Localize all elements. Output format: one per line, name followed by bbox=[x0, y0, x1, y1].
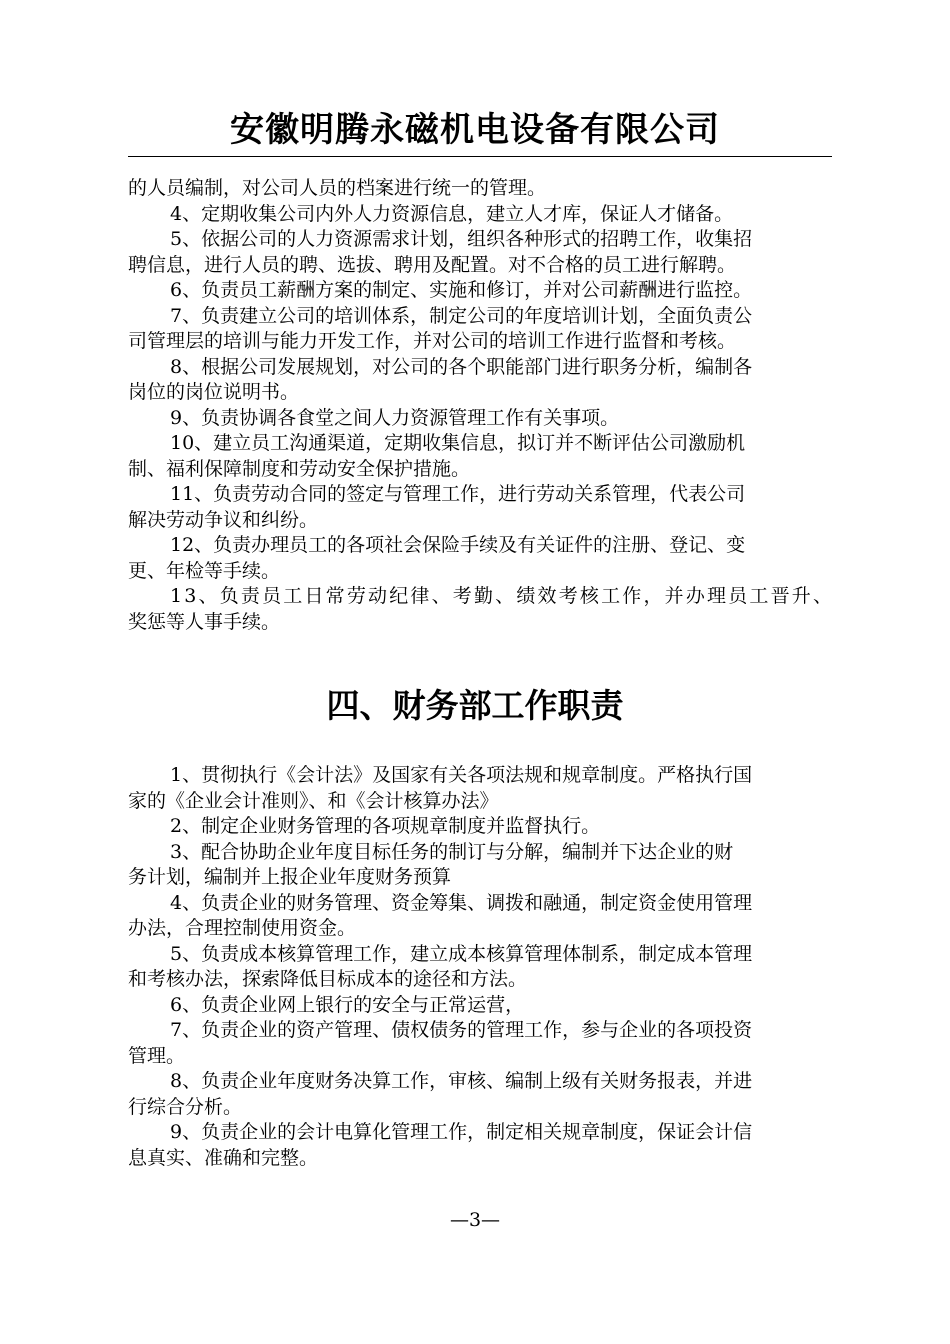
paragraph-line: 9、负责协调各食堂之间人力资源管理工作有关事项。 bbox=[170, 406, 620, 429]
paragraph-line: 更、年检等手续。 bbox=[128, 559, 281, 582]
paragraph-line: 务计划，编制并上报企业年度财务预算 bbox=[128, 866, 452, 888]
paragraph-line: 家的《企业会计准则》、和《会计核算办法》 bbox=[128, 789, 499, 812]
paragraph-line: 13、负责员工日常劳动纪律、考勤、绩效考核工作，并办理员工晋升、 bbox=[170, 585, 835, 607]
finance-duties bbox=[128, 763, 832, 1171]
page-number: —3— bbox=[449, 1209, 501, 1231]
paragraph-line: 7、负责企业的资产管理、债权债务的管理工作，参与企业的各项投资 bbox=[170, 1019, 753, 1041]
paragraph-line: 10、建立员工沟通渠道，定期收集信息，拟订并不断评估公司激励机 bbox=[170, 432, 746, 454]
finance-section-title: 四、财务部工作职责 bbox=[326, 686, 624, 725]
header-divider bbox=[128, 156, 832, 157]
paragraph-line: 奖惩等人事手续。 bbox=[128, 610, 281, 633]
paragraph-line: 4、定期收集公司内外人力资源信息，建立人才库，保证人才储备。 bbox=[170, 202, 734, 225]
paragraph-line: 管理。 bbox=[128, 1044, 186, 1067]
paragraph-line: 5、依据公司的人力资源需求计划，组织各种形式的招聘工作，收集招 bbox=[170, 228, 753, 250]
paragraph-line: 岗位的岗位说明书。 bbox=[128, 381, 300, 403]
paragraph-line: 11、负责劳动合同的签定与管理工作，进行劳动关系管理，代表公司 bbox=[170, 483, 746, 505]
paragraph-line: 8、根据公司发展规划，对公司的各个职能部门进行职务分析，编制各 bbox=[170, 355, 753, 378]
paragraph-line: 和考核办法，探索降低目标成本的途径和方法。 bbox=[128, 968, 528, 990]
paragraph-line: 6、负责员工薪酬方案的制定、实施和修订，并对公司薪酬进行监控。 bbox=[170, 279, 753, 301]
paragraph-line: 办法，合理控制使用资金。 bbox=[128, 917, 357, 939]
paragraph-line: 12、负责办理员工的各项社会保险手续及有关证件的注册、登记、变 bbox=[170, 534, 746, 556]
hr-duties-continued bbox=[128, 176, 835, 635]
paragraph-line: 2、制定企业财务管理的各项规章制度并监督执行。 bbox=[170, 815, 601, 837]
paragraph-line: 解决劳动争议和纠纷。 bbox=[128, 508, 319, 531]
paragraph-line: 1、贯彻执行《会计法》及国家有关各项法规和规章制度。严格执行国 bbox=[170, 764, 753, 786]
paragraph-line: 司管理层的培训与能力开发工作，并对公司的培训工作进行监督和考核。 bbox=[128, 330, 737, 352]
paragraph-line: 8、负责企业年度财务决算工作，审核、编制上级有关财务报表，并进 bbox=[170, 1070, 753, 1092]
paragraph-line: 制、福利保障制度和劳动安全保护措施。 bbox=[128, 457, 471, 480]
company-header-title: 安徽明腾永磁机电设备有限公司 bbox=[230, 110, 720, 150]
paragraph-line: 3、配合协助企业年度目标任务的制订与分解，编制并下达企业的财 bbox=[170, 840, 734, 863]
paragraph-line: 息真实、准确和完整。 bbox=[128, 1146, 319, 1169]
paragraph-line: 9、负责企业的会计电算化管理工作，制定相关规章制度，保证会计信 bbox=[170, 1121, 753, 1143]
paragraph-line: 6、负责企业网上银行的安全与正常运营， bbox=[170, 993, 525, 1016]
paragraph-line: 4、负责企业的财务管理、资金筹集、调拨和融通，制定资金使用管理 bbox=[170, 891, 753, 914]
paragraph-line: 的人员编制，对公司人员的档案进行统一的管理。 bbox=[128, 177, 547, 199]
paragraph-line: 7、负责建立公司的培训体系，制定公司的年度培训计划，全面负责公 bbox=[170, 304, 753, 327]
paragraph-line: 聘信息，进行人员的聘、选拔、聘用及配置。对不合格的员工进行解聘。 bbox=[128, 253, 737, 276]
paragraph-line: 行综合分析。 bbox=[128, 1095, 243, 1118]
paragraph-line: 5、负责成本核算管理工作，建立成本核算管理体制系，制定成本管理 bbox=[170, 942, 753, 965]
